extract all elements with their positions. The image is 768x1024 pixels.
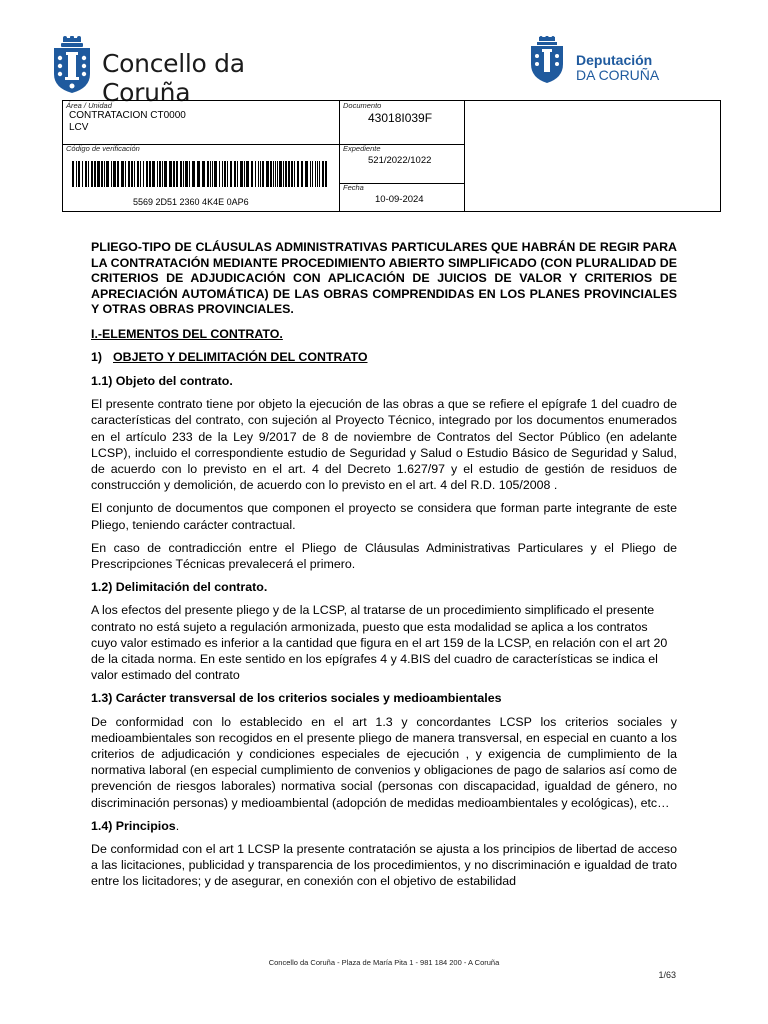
document-body [91,240,677,897]
concello-coat-of-arms-icon [50,36,94,94]
subsection-number: 1) [91,349,103,364]
clause-heading-1-4-label: 1.4) Principios [91,818,176,833]
section-heading: I.-ELEMENTOS DEL CONTRATO. [91,326,283,341]
expediente-value: 521/2022/1022 [368,155,432,166]
metadata-divider [339,101,340,211]
page-footer-address: Concello da Coruña - Plaza de María Pita 1 - 981 184 200 - A Coruña [268,958,500,967]
deputacion-emblem-icon [525,36,569,84]
document-title: PLIEGO-TIPO DE CLÁUSULAS ADMINISTRATIVAS PARTICULARES QUE HABRÁN DE REGIR PARA LA CONTRATACIÓN MEDIANTE PROCEDIMIENTO ABIERTO SIMPLIFICADO (CON PLURALIDAD DE CRITERIOS DE ADJUDICACIÓN CON APLICACIÓN DE JUICIOS DE VALOR Y CRITERIOS DE APRECIACIÓN AUTOMÁTICA) DE LAS OBRAS COMPRENDIDAS EN LOS PLANES PROVINCIALES Y OTRAS OBRAS PROVINCIALES. [91,240,677,316]
paragraph: El presente contrato tiene por objeto la ejecución de las obras a que se refiere el epígrafe 1 del cuadro de características del contrato, con sujeción al Proyecto Técnico, integrado por los documentos enumerados en el artículo 233 de la Ley 9/2017 de 8 de noviembre de Contratos del Sector Público (en adelante LCSP), incluido el correspondiente estudio de Seguridad y Salud o Estudio Básico de Seguridad y Salud, de acuerdo con lo previsto en el art. 4 del Decreto 1.627/97 y el estudio de gestión de residuos de construcción y demolición, de acuerdo con lo previsto en el art. 4 del R.D. 105/2008 . [91,397,677,493]
paragraph: De conformidad con lo establecido en el art 1.3 y concordantes LCSP los criterios sociales y medioambientales son recogidos en el presente pliego de manera transversal, en especial en cuanto a los criterios de adjudicación y condiciones especiales de ejecución , y exigencia de cumplimiento de la normativa laboral (en especial cumplimiento de convenios y obligaciones de pago de salarios así como de prevención de riesgos laborales) normativa social (personas con discapacidad, igualdad de género, no discriminación personas) y medioambiental (adopción de medidas medioambientales y ecológicas), etc… [91,714,677,810]
paragraph: A los efectos del presente pliego y de la LCSP, al tratarse de un procedimiento simplificado el presente contrato no está sujeto a regulación armonizada, puesto que esta modalidad se aplica a los contratos cuyo valor estimado es inferior a la cantidad que figura en el art 159 de la LCSP, en relación con el art 20 de la citada norma. En este sentido en los epígrafes 4 y 4.BIS del cuadro de características se indica el valor estimado del contrato [91,603,668,683]
concello-logo-text: Concello da Coruña [102,49,245,107]
paragraph: De conformidad con el art 1 LCSP la presente contratación se ajusta a los principios de libertad de acceso a las licitaciones, publicidad y transparencia de los procedimientos, y no discriminación e igualdad de trato entre los licitadores; y de asegurar, en conexión con el objetivo de estabilidad [91,841,677,889]
area-value-secondary: LCV [69,122,89,133]
metadata-divider [464,101,465,211]
paragraph: El conjunto de documentos que componen el proyecto se considera que forman parte integrante de este Pliego, teniendo carácter contractual. [91,501,677,532]
document-metadata-box [62,100,721,212]
fecha-value: 10-09-2024 [375,194,424,205]
area-caption: Área / Unidad [66,101,112,110]
subsection-heading [91,349,677,365]
codigo-value: 5569 2D51 2360 4K4E 0AP6 [133,197,249,207]
expediente-caption: Expediente [343,144,381,153]
deputacion-logo-line1: Deputación [576,52,653,68]
clause-heading-1-4-dot: . [175,818,180,833]
codigo-caption: Código de verificación [66,144,140,153]
area-value: CONTRATACION CT0000 [69,110,186,121]
documento-value: 43018I039F [368,111,433,125]
paragraph: En caso de contradicción entre el Pliego de Cláusulas Administrativas Particulares y el Pliego de Prescripciones Técnicas prevalecerá el primero. [91,540,677,571]
clause-heading-1-4 [91,818,677,834]
deputacion-logo [525,34,715,86]
deputacion-logo-line2: DA CORUÑA [576,67,660,83]
page-number: 1/63 [658,970,676,980]
fecha-caption: Fecha [343,183,364,192]
verification-barcode [72,161,330,187]
subsection-title: OBJETO Y DELIMITACIÓN DEL CONTRATO [113,349,368,364]
clause-heading-1-3: 1.3) Carácter transversal de los criterios sociales y medioambientales [91,691,502,706]
documento-caption: Documento [343,101,382,110]
clause-heading-1-1: 1.1) Objeto del contrato. [91,373,233,388]
clause-heading-1-2: 1.2) Delimitación del contrato. [91,580,268,595]
